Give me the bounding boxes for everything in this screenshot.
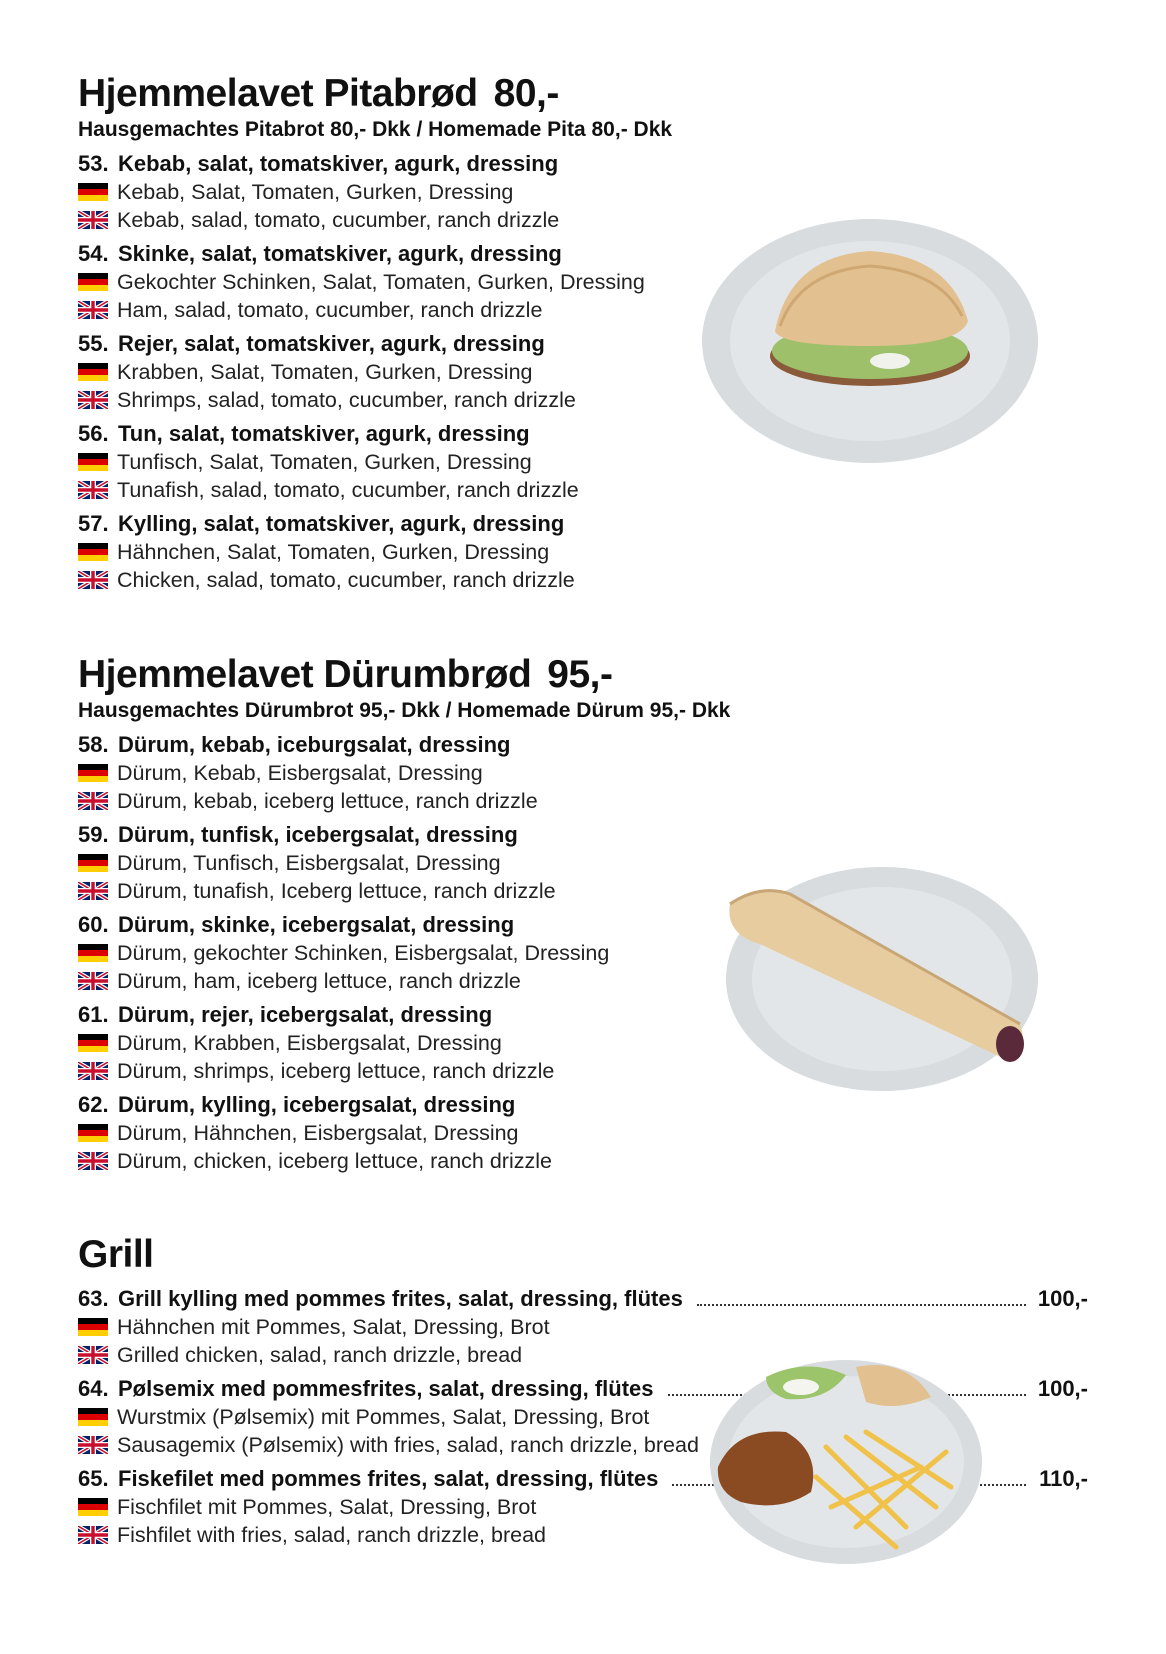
menu-item-english: Ham, salad, tomato, cucumber, ranch drizzle [78,296,672,324]
menu-item-number: 64. [78,1376,109,1401]
menu-item-german: Fischfilet mit Pommes, Salat, Dressing, Brot [78,1493,1088,1521]
durum-photo [720,864,1040,1094]
menu-item-german: Krabben, Salat, Tomaten, Gurken, Dressing [78,358,672,386]
menu-item-german: Dürum, Krabben, Eisbergsalat, Dressing [78,1029,730,1057]
menu-item-number: 59. [78,822,109,847]
menu-item-german: Dürum, Kebab, Eisbergsalat, Dressing [78,759,730,787]
uk-flag-icon [78,972,108,990]
menu-item-english: Tunafish, salad, tomato, cucumber, ranch drizzle [78,476,672,504]
menu-item [78,911,730,995]
german-flag-icon [78,1408,108,1426]
menu-item [78,420,672,504]
menu-item-price: 110,- [1039,1466,1088,1491]
menu-item-title: 60. Dürum, skinke, icebergsalat, dressing [78,912,515,937]
menu-item-title: 65. Fiskefilet med pommes frites, salat, dressing, flütes [78,1466,659,1491]
menu-item-number: 56. [78,421,109,446]
durum-title: Hjemmelavet Dürumbrød 95,- [78,653,613,696]
menu-item-number: 58. [78,732,109,757]
menu-item-number: 57. [78,511,109,536]
uk-flag-icon [78,481,108,499]
menu-item-english: Dürum, kebab, iceberg lettuce, ranch drizzle [78,787,730,815]
german-flag-icon [78,1318,108,1336]
dot-leader [697,1303,1026,1306]
pita-price: 80,- [493,72,559,115]
pita-photo [700,216,1040,466]
menu-item [78,150,672,234]
german-flag-icon [78,273,108,291]
german-flag-icon [78,1498,108,1516]
menu-item-number: 54. [78,241,109,266]
menu-item-number: 53. [78,151,109,176]
menu-item-english: Grilled chicken, salad, ranch drizzle, bread [78,1341,1088,1369]
menu-item-english: Shrimps, salad, tomato, cucumber, ranch drizzle [78,386,672,414]
menu-item-number: 61. [78,1002,109,1027]
menu-item [78,821,730,905]
uk-flag-icon [78,1062,108,1080]
menu-item-number: 62. [78,1092,109,1117]
menu-item-number: 55. [78,331,109,356]
german-flag-icon [78,363,108,381]
german-flag-icon [78,183,108,201]
menu-item-german: Kebab, Salat, Tomaten, Gurken, Dressing [78,178,672,206]
menu-item-english: Dürum, shrimps, iceberg lettuce, ranch drizzle [78,1057,730,1085]
pita-items [78,150,672,594]
durum-section [78,653,730,1175]
menu-item-german: Dürum, gekochter Schinken, Eisbergsalat, Dressing [78,939,730,967]
menu-item-title: 53. Kebab, salat, tomatskiver, agurk, dressing [78,151,559,176]
grill-title: Grill [78,1233,154,1276]
uk-flag-icon [78,301,108,319]
menu-item-english: Dürum, tunafish, Iceberg lettuce, ranch drizzle [78,877,730,905]
german-flag-icon [78,854,108,872]
menu-item-german: Dürum, Hähnchen, Eisbergsalat, Dressing [78,1119,730,1147]
menu-item-title: 58. Dürum, kebab, iceburgsalat, dressing [78,732,511,757]
grill-photo [706,1357,996,1567]
pita-title: Hjemmelavet Pitabrød 80,- [78,72,559,115]
uk-flag-icon [78,1526,108,1544]
menu-item-number: 60. [78,912,109,937]
menu-item-english: Fishfilet with fries, salad, ranch drizzle, bread [78,1521,1088,1549]
menu-item-german: Gekochter Schinken, Salat, Tomaten, Gurken, Dressing [78,268,672,296]
menu-item-english: Kebab, salad, tomato, cucumber, ranch drizzle [78,206,672,234]
menu-item-english: Chicken, salad, tomato, cucumber, ranch drizzle [78,566,672,594]
menu-item [78,330,672,414]
menu-item-title: 56. Tun, salat, tomatskiver, agurk, dressing [78,421,530,446]
uk-flag-icon [78,1346,108,1364]
uk-flag-icon [78,391,108,409]
menu-item-english: Dürum, chicken, iceberg lettuce, ranch drizzle [78,1147,730,1175]
menu-item-price: 100,- [1037,1286,1088,1311]
pita-subtitle: Hausgemachtes Pitabrot 80,- Dkk / Homemade Pita 80,- Dkk [78,118,673,141]
menu-item-price: 100,- [1037,1376,1088,1401]
menu-item-german: Dürum, Tunfisch, Eisbergsalat, Dressing [78,849,730,877]
durum-price: 95,- [547,653,613,696]
menu-item [78,240,672,324]
menu-item-title: 63. Grill kylling med pommes frites, salat, dressing, flütes [78,1286,683,1311]
uk-flag-icon [78,1436,108,1454]
menu-item-english: Sausagemix (Pølsemix) with fries, salad, ranch drizzle, bread [78,1431,1088,1459]
menu-item [78,1001,730,1085]
pita-section [78,72,672,594]
menu-item-title: 54. Skinke, salat, tomatskiver, agurk, dressing [78,241,562,266]
german-flag-icon [78,1034,108,1052]
uk-flag-icon [78,792,108,810]
menu-item-title: 57. Kylling, salat, tomatskiver, agurk, dressing [78,511,565,536]
menu-item-number: 65. [78,1466,109,1491]
menu-item-german: Wurstmix (Pølsemix) mit Pommes, Salat, Dressing, Brot [78,1403,1088,1431]
menu-item-title: 62. Dürum, kylling, icebergsalat, dressing [78,1092,516,1117]
uk-flag-icon [78,571,108,589]
uk-flag-icon [78,882,108,900]
durum-items [78,731,730,1175]
menu-item-german: Hähnchen, Salat, Tomaten, Gurken, Dressing [78,538,672,566]
menu-item-german: Hähnchen mit Pommes, Salat, Dressing, Brot [78,1313,1088,1341]
german-flag-icon [78,1124,108,1142]
menu-item [78,1091,730,1175]
german-flag-icon [78,543,108,561]
uk-flag-icon [78,211,108,229]
menu-item-title: 61. Dürum, rejer, icebergsalat, dressing [78,1002,493,1027]
menu-item-title: 59. Dürum, tunfisk, icebergsalat, dressing [78,822,518,847]
german-flag-icon [78,764,108,782]
menu-item [78,510,672,594]
menu-item-title: 55. Rejer, salat, tomatskiver, agurk, dressing [78,331,545,356]
menu-item [78,731,730,815]
german-flag-icon [78,944,108,962]
uk-flag-icon [78,1152,108,1170]
menu-item-german: Tunfisch, Salat, Tomaten, Gurken, Dressing [78,448,672,476]
menu-item-number: 63. [78,1286,109,1311]
menu-item-title: 64. Pølsemix med pommesfrites, salat, dressing, flütes [78,1376,654,1401]
menu-item-title-row [78,1285,1088,1313]
durum-subtitle: Hausgemachtes Dürumbrot 95,- Dkk / Homemade Dürum 95,- Dkk [78,699,731,722]
german-flag-icon [78,453,108,471]
menu-item-english: Dürum, ham, iceberg lettuce, ranch drizzle [78,967,730,995]
